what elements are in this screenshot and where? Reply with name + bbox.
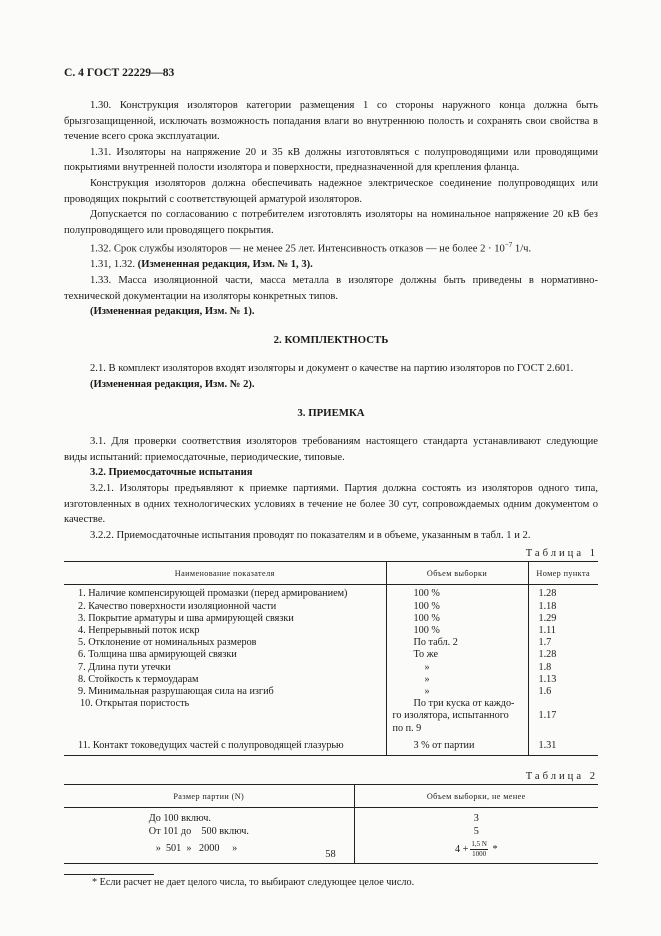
table-cell-point: 1.28 <box>528 649 598 661</box>
table-cell-volume: » <box>386 662 528 674</box>
table-cell-volume <box>386 698 528 735</box>
edit-note-1: (Измененная редакция, Изм. № 1). <box>90 306 255 318</box>
edit-prefix: 1.31, 1.32. <box>90 259 138 271</box>
section-2-title: 2. КОМПЛЕКТНОСТЬ <box>273 333 389 346</box>
table-cell-volume: По табл. 2 <box>386 637 528 649</box>
row-1-size: До 100 включ. <box>148 813 211 825</box>
table-cell-volume: 100 % <box>386 585 528 601</box>
table-cell-volume: 3 % от партии <box>386 735 528 756</box>
spacer <box>64 320 598 333</box>
table-1-header-volume: Объем выборки <box>386 562 528 585</box>
table-cell-point: 1.8 <box>528 662 598 674</box>
table-row <box>64 674 598 686</box>
row-10-volume-line-1: По три куска от каждо- <box>413 698 515 710</box>
table-cell-name: 6. Толщина шва армирующей связки <box>78 649 237 661</box>
paragraph-1-32-unit: 1/ч. <box>512 243 532 255</box>
table-2-header-row <box>64 785 598 808</box>
table-cell-name: 3. Покрытие арматуры и шва армирующей связки <box>78 612 294 624</box>
table-row <box>64 808 598 826</box>
footnote: * Если расчет не дает целого числа, то выбирают следующее целое число. <box>92 877 415 889</box>
table-row <box>64 662 598 674</box>
table-1-header-name: Наименование показателя <box>64 562 386 585</box>
table-cell-point: 1.6 <box>528 686 598 698</box>
table-1-caption: Таблица 1 <box>525 548 598 560</box>
paragraph-2-1: 2.1. В комплект изоляторов входят изоляторы и документ о качестве на партию изоляторов по ГОСТ 2.601. <box>90 363 574 375</box>
table-cell-name: 7. Длина пути утечки <box>78 661 171 673</box>
spacer <box>64 421 598 434</box>
paragraph-1-32-exponent: −7 <box>504 241 513 250</box>
row-10-volume-line-3: по п. 9 <box>392 722 422 734</box>
spacer <box>64 393 598 406</box>
table-cell-name: 5. Отклонение от номинальных размеров <box>78 637 257 649</box>
table-row <box>64 637 598 649</box>
table-cell-point: 1.18 <box>528 601 598 613</box>
table-cell-volume: » <box>386 686 528 698</box>
table-row <box>64 649 598 661</box>
table-cell-name <box>64 698 386 735</box>
table-2-caption: Таблица 2 <box>525 771 598 783</box>
table-row <box>64 613 598 625</box>
section-3-title: 3. ПРИЕМКА <box>297 406 365 419</box>
table-cell-point: 1.29 <box>528 613 598 625</box>
table-cell-name: 1. Наличие компенсирующей промазки (перед армированием) <box>78 588 348 600</box>
row-3-volume-prefix: 4 + <box>454 843 469 855</box>
table-cell-volume: 100 % <box>386 613 528 625</box>
table-1-header-row <box>64 562 598 585</box>
table-cell-point: 1.28 <box>528 585 598 601</box>
footnote-rule <box>64 874 154 875</box>
paragraph-3-2-2: 3.2.2. Приемосдаточные испытания проводят по показателям и в объеме, указанным в табл. 1 и 2. <box>90 529 531 541</box>
table-2-header-volume: Объем выборки, не менее <box>354 785 598 808</box>
table-row <box>64 601 598 613</box>
table-row <box>64 686 598 698</box>
table-cell-point: 1.7 <box>528 637 598 649</box>
row-3-size: » 501 » 2000 » <box>155 843 238 855</box>
table-cell-point: 1.17 <box>528 698 598 735</box>
table-cell-volume: 5 <box>354 825 598 838</box>
table-row <box>64 698 598 735</box>
paragraph-1-33: 1.33. Масса изоляционной части, масса металла в изоляторе должны быть приведены в нормативно-технической документации на изоляторы конкретных типов. <box>64 275 598 302</box>
paragraph-1-31: 1.31. Изоляторы на напряжение 20 и 35 кВ должны изготовляться с полупроводящими или проводящими покрытиями внутренней полости изолятора и поверхности, предназначенной для крепления фланца. <box>64 146 598 174</box>
edit-note-2: (Измененная редакция, Изм. № 2). <box>90 379 255 391</box>
table-row <box>64 625 598 637</box>
row-10-name: 10. Открытая пористость <box>80 698 190 710</box>
table-cell-volume: То же <box>386 649 528 661</box>
table-cell-name: 9. Минимальная разрушающая сила на изгиб <box>78 686 274 697</box>
paragraph-allowed: Допускается по согласованию с потребителем изготовлять изоляторы на номинальное напряжение 20 кВ без полупроводящего или проводящего покрытия. <box>64 209 598 236</box>
table-row <box>64 585 598 601</box>
row-2-size: От 101 до 500 включ. <box>148 826 249 838</box>
paragraph-1-32-text: 1.32. Срок службы изоляторов — не менее 25 лет. Интенсивность отказов — не более 2 · 10 <box>90 243 505 255</box>
table-row <box>64 825 598 838</box>
table-cell-name: 8. Стойкость к термоударам <box>78 673 199 685</box>
paragraph-1-32 <box>64 238 598 257</box>
table-cell-name: 2. Качество поверхности изоляционной части <box>78 600 277 612</box>
table-cell-name: 4. Непрерывный поток искр <box>78 624 200 636</box>
table-cell-volume: 3 <box>354 808 598 826</box>
spacer <box>64 756 598 766</box>
page-header: С. 4 ГОСТ 22229—83 <box>64 66 175 79</box>
table-cell-volume: 100 % <box>386 601 528 613</box>
table-cell-point: 1.31 <box>528 735 598 756</box>
edit-note: (Измененная редакция, Изм. № 1, 3). <box>137 259 313 271</box>
table-cell-volume: 100 % <box>386 625 528 637</box>
paragraph-3-1: 3.1. Для проверки соответствия изоляторов требованиям настоящего стандарта устанавливают следующие виды испытаний: приемосдаточные, периодические, типовые. <box>64 436 598 463</box>
page-number: 58 <box>325 849 336 860</box>
paragraph-1-30: 1.30. Конструкция изоляторов категории размещения 1 со стороны наружного конца должна быть брызгозащищенной, исключать возможность попадания влаги во внутреннюю полость и сохранять свои свойства в течение всего срока эксплуатации. <box>64 100 598 143</box>
paragraph-3-2-1: 3.2.1. Изоляторы предъявляют к приемке партиями. Партия должна состоять из изоляторов одного типа, изготовленных в одних технологических условиях в течение не более 30 сут, сопровождаемых одним документом о качестве. <box>64 483 598 526</box>
table-2-header-size: Размер партии (N) <box>64 785 354 808</box>
row-3-footnote-mark: * <box>489 843 498 855</box>
table-row <box>64 735 598 756</box>
table-cell-name: 11. Контакт токоведущих частей с полупроводящей глазурью <box>64 735 386 756</box>
table-2-bottom-rule <box>64 863 598 864</box>
table-cell-size <box>64 825 354 838</box>
fraction-numerator: 1,5 N <box>471 840 487 849</box>
table-1 <box>64 561 598 756</box>
spacer <box>64 348 598 361</box>
table-cell-point: 1.13 <box>528 674 598 686</box>
table-cell-point: 1.11 <box>528 625 598 637</box>
document-body <box>64 98 598 888</box>
paragraph-3-2-title: 3.2. Приемосдаточные испытания <box>90 467 253 479</box>
row-10-volume-line-2: го изолятора, испытанного <box>392 710 509 722</box>
table-1-header-point: Номер пункта <box>528 562 598 585</box>
fraction-denominator: 1000 <box>472 850 487 859</box>
table-cell-volume: » <box>386 674 528 686</box>
table-cell-size <box>64 808 354 826</box>
paragraph-1-31-1-32-edit <box>64 257 598 273</box>
paragraph-construction: Конструкция изоляторов должна обеспечивать надежное электрическое соединение полупроводящих или проводящих покрытий с соответствующей арматурой изоляторов. <box>64 177 598 205</box>
